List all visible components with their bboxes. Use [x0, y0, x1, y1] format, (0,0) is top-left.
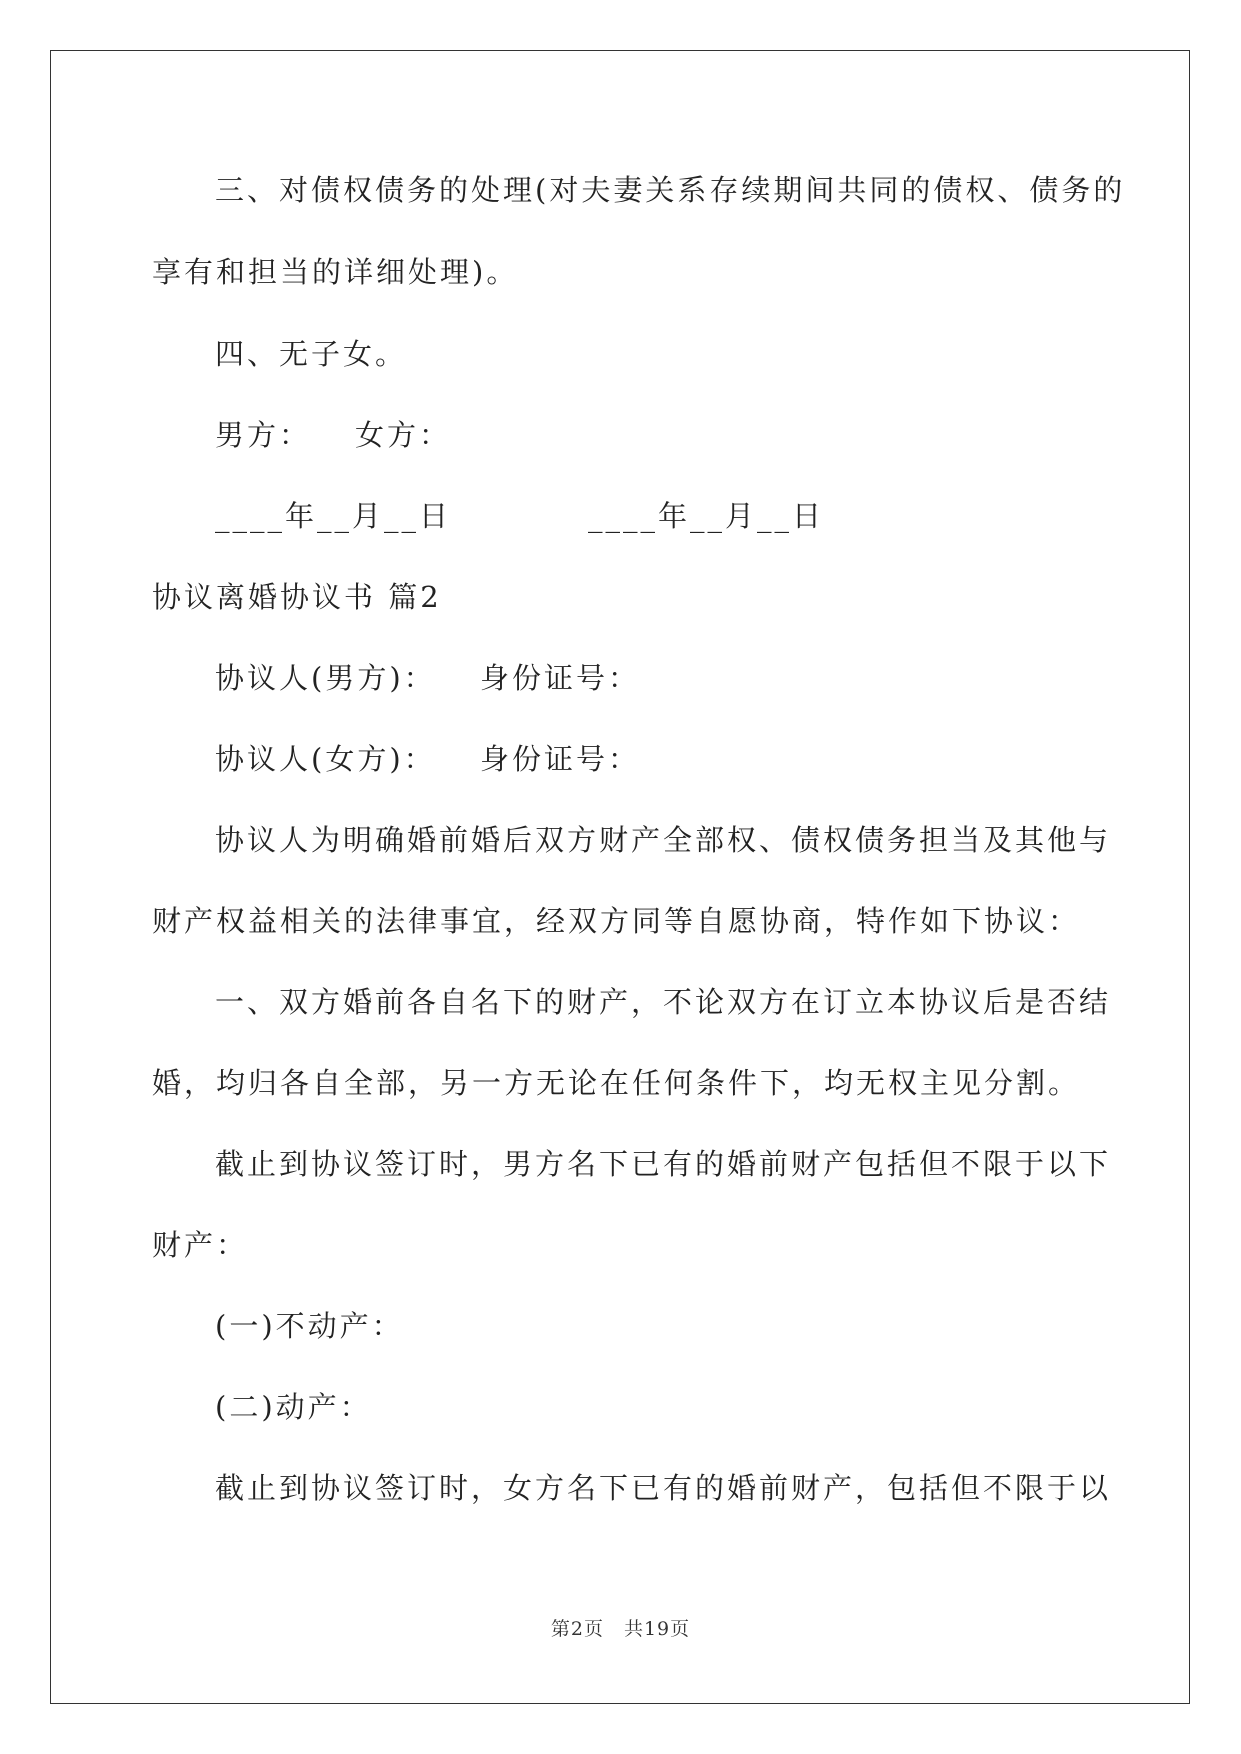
- signature-female-label: 女方：: [355, 418, 452, 452]
- female-property-line1: 截止到协议签订时，女方名下已有的婚前财产，包括但不限于以: [215, 1471, 1112, 1505]
- id-number-female-label: 身份证号：: [480, 742, 641, 776]
- signature-male-label: 男方：: [215, 418, 312, 452]
- party-male-label: 协议人(男方)：: [215, 661, 436, 695]
- id-number-male-label: 身份证号：: [480, 661, 641, 695]
- paragraph-debts-line2: 享有和担当的详细处理)。: [152, 255, 519, 289]
- paragraph-purpose-line1: 协议人为明确婚前婚后双方财产全部权、债权债务担当及其他与: [215, 823, 1112, 857]
- paragraph-no-children: 四、无子女。: [215, 337, 408, 371]
- date-line-female: ____年__月__日: [588, 499, 825, 533]
- real-estate-item: (一)不动产：: [215, 1309, 404, 1343]
- page-number-footer: 第2页 共19页: [550, 1618, 691, 1640]
- male-property-line1: 截止到协议签订时，男方名下已有的婚前财产包括但不限于以下: [215, 1147, 1112, 1181]
- paragraph-debts-line1: 三、对债权债务的处理(对夫妻关系存续期间共同的债权、债务的: [215, 173, 1126, 207]
- clause-one-line2: 婚，均归各自全部，另一方无论在任何条件下，均无权主见分割。: [152, 1066, 1081, 1100]
- male-property-line2: 财产：: [152, 1228, 249, 1262]
- date-line-male: ____年__月__日: [215, 499, 452, 533]
- page-border: [50, 50, 1190, 1704]
- paragraph-purpose-line2: 财产权益相关的法律事宜，经双方同等自愿协商，特作如下协议：: [152, 904, 1081, 938]
- movable-property-item: (二)动产：: [215, 1390, 372, 1424]
- clause-one-line1: 一、双方婚前各自名下的财产，不论双方在订立本协议后是否结: [215, 985, 1112, 1019]
- section-title: 协议离婚协议书 篇2: [152, 580, 442, 614]
- party-female-label: 协议人(女方)：: [215, 742, 436, 776]
